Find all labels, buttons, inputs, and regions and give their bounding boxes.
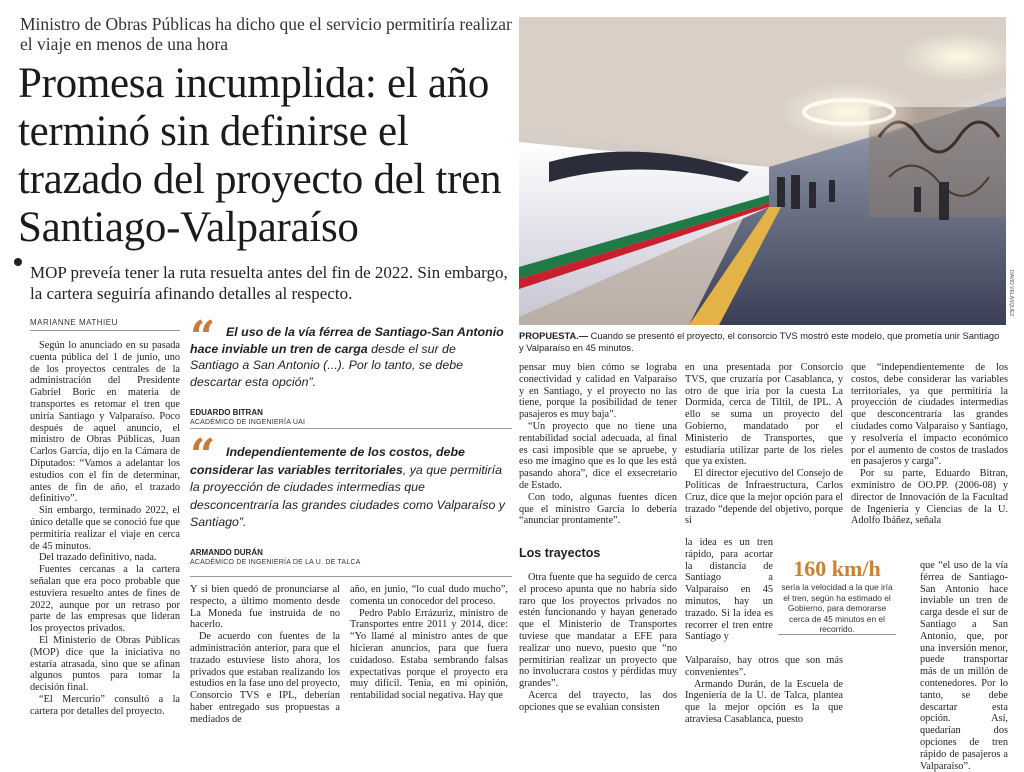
byline: MARIANNE MATHIEU — [30, 318, 118, 327]
quote-author-role: ACADÉMICO DE INGENIERÍA UAI — [190, 419, 306, 426]
paragraph: Armando Durán, de la Escuela de Ingeniería de la U. de Talca, plantea que la mejor opción es la que atraviesa Casablanca, puesto — [685, 678, 843, 725]
paragraph: “El Mercurio” consultó a la cartera por detalles del proyecto. — [30, 693, 180, 717]
paragraph: Y si bien quedó de pronunciarse al respecto, a último momento desde La Moneda fue instruida de no hacerlo. — [190, 584, 340, 631]
paragraph: “Un proyecto que no tiene una rentabilidad social adecuada, al final es casi imposible que se apruebe, y eso me imagino que es lo que les está pasando ahora”, dice el exsecretario de Estado. — [519, 420, 677, 491]
section-subhead: Los trayectos — [519, 546, 601, 560]
lead: MOP preveía tener la ruta resuelta antes del fin de 2022. Sin embargo, la cartera seguiría afinando detalles al respecto. — [30, 263, 508, 303]
speed-value: 160 km/h — [793, 556, 881, 581]
pull-quote-1 — [190, 312, 512, 430]
paragraph: Fuentes cercanas a la cartera señalan que era poco probable que estuviera resuelto antes de fines de 2022, aunque por un retraso por parte de las empresas que lideran los proyectos privados. — [30, 564, 180, 635]
body-column-5 — [685, 362, 843, 527]
paragraph: la idea es un tren rápido, para acortar la distancia de Santiago a Valparaíso en 45 minutos, hay un trazado. Si la idea es recorrer el tren entre Santiago y — [685, 537, 773, 643]
quote-mark-icon: “ — [190, 312, 216, 363]
paragraph: Valparaíso, hay otros que son más convenientes”. — [685, 655, 843, 678]
paragraph: que “independientemente de los costos, debe considerar las variables territoriales, ya que permitiría la proyección de ciudades intermedias que desconcentraría las grandes ciudades como Valparaíso y Santiago, y resolvería el impacto económico por el aumento de costos de traslados en pasajeros y carga”. — [851, 362, 1008, 468]
quote-bold: El uso de la vía férrea de Santiago-San Antonio hace inviable un tren de carga — [190, 325, 504, 356]
quote-rest: , ya que permitiría la proyección de ciudades intermedias que desconcentraría las grandes ciudades como Valparaíso y Santiago”. — [190, 462, 505, 529]
paragraph: El director ejecutivo del Consejo de Políticas de Infraestructura, Carlos Cruz, dice que la mejor opción para el trazado “depende del objetivo, porque si — [685, 468, 843, 527]
byline-rule — [30, 330, 180, 331]
quote-mark-icon: “ — [190, 430, 216, 481]
quote-bold: Independientemente de los costos, debe considerar las variables territoriales — [190, 445, 465, 477]
body-column-5-wrap — [685, 537, 773, 643]
paragraph: Del trazado definitivo, nada. — [39, 552, 157, 564]
quote-rest: desde el sur de Santiago a San Antonio (...). Por lo tanto, se debe descartar esta opción”. — [190, 341, 463, 389]
quote-author: ARMANDO DURÁN — [190, 548, 263, 557]
body-column-5-lower — [685, 655, 843, 726]
train-station-photo — [519, 17, 1006, 325]
paragraph: en una presentada por Consorcio TVS, que cruzaría por Casablanca, y otro de que iría por la cuesta La Dormida, cerca de Tiltil, de IPL. A ello se suma un proyecto del Gobierno, mandatado por el Ministerio de Transportes, que estudiaría utilizar parte de los rieles que ya existen. — [685, 362, 843, 468]
divider — [190, 428, 512, 429]
body-column-4 — [519, 572, 677, 714]
kicker: Ministro de Obras Públicas ha dicho que el servicio permitiría realizar el viaje en menos de una hora — [20, 14, 512, 54]
quote-author: EDUARDO BITRAN — [190, 408, 263, 417]
body-column-6-wrap — [920, 560, 1008, 772]
speed-description: sería la velocidad a la que iría el tren, según ha estimado el Gobierno, para demorarse cerca de 45 minutos en el recorrido. — [781, 582, 893, 634]
headline: Promesa incumplida: el año terminó sin definirse el trazado del proyecto del tren Santiago-Valparaíso — [18, 60, 502, 251]
paragraph: Acerca del trayecto, las dos opciones que se evalúan consisten — [519, 689, 677, 713]
body-column-6 — [851, 362, 1008, 527]
photo-caption — [519, 330, 1006, 354]
quote-text — [190, 444, 508, 532]
pull-quote-2 — [190, 430, 512, 576]
speed-factbox — [778, 556, 896, 635]
train-illustration — [519, 17, 1006, 325]
paragraph: Otra fuente que ha seguido de cerca el proceso apunta que no habría sido raro que los proyectos privados no estén funcionando y hayan generado que el Ministerio de Transportes tuviese que mandatar a EFE para realizar uno nuevo, puesto que “no permitirían realizar un proyecto que no involucrara costos y pérdidas muy grandes”. — [519, 572, 677, 690]
paragraph: que “el uso de la vía férrea de Santiago-San Antonio hace inviable un tren de carga desde el sur de Santiago a San Antonio, que, por una inversión menor, puede transportar más de un millón de contenedores. Por lo tanto, se debe descartar esta opción. Así, quedarían dos opciones de tren rápido de pasajeros a Valparaíso”. — [920, 560, 1008, 772]
quote-text — [190, 324, 508, 390]
photo-credit: DAVID VELÁSQUEZ — [1008, 270, 1014, 317]
paragraph: año, en junio, “lo cual dudo mucho”, comenta un conocedor del proceso. — [350, 584, 508, 607]
caption-text: Cuando se presentó el proyecto, el consorcio TVS mostró este modelo, que prometía unir Santiago y Valparaíso en 45 minutos. — [519, 331, 1000, 353]
body-column-3-lower — [350, 584, 508, 702]
quote-author-role: ACADÉMICO DE INGENIERÍA DE LA U. DE TALCA — [190, 559, 361, 566]
body-column-1 — [30, 340, 180, 718]
paragraph: pensar muy bien cómo se lograba conectividad y calidad en Valparaíso y en Santiago, y el proyecto no las tiene, porque la posibilidad de tener pasajeros es muy baja”. — [519, 362, 677, 421]
divider — [190, 576, 512, 577]
caption-label: PROPUESTA.— — [519, 331, 589, 341]
paragraph: Sin embargo, terminado 2022, el único detalle que se conoció fue que permitiría realizar el viaje en cerca de 45 minutos. — [30, 505, 180, 552]
paragraph: Por su parte, Eduardo Bitran, exministro de OO.PP. (2006-08) y director de Innovación de la Facultad de Ingeniería y Ciencias de la U. Adolfo Ibáñez, señala — [851, 468, 1008, 527]
divider — [778, 634, 896, 635]
paragraph: Según lo anunciado en su pasada cuenta pública del 1 de junio, uno de los proyectos centrales de la administración del Presidente Gabriel Boric en materia de transportes es retomar el tren que uniría Santiago y Valparaíso. Poco después de aquel anuncio, el ministro de Obras Públicas, Juan Carlos García, dijo en la Cámara de Diputados: “Vamos a adelantar los estudios con el fin de determinar, antes de fin de año, el trazado definitivo”. — [30, 340, 180, 505]
paragraph: Pedro Pablo Errázuriz, ministro de Transportes entre 2011 y 2014, dice: “Yo llamé al ministro antes de que hicieran anuncios, para que fuera cuidadoso. Estaba sembrando falsas expectativas porque el proyecto era muy difícil. Tenía, en mi opinión, rentabilidad social negativa. Hay que — [350, 607, 508, 702]
body-column-3-upper — [519, 362, 677, 527]
lead-bullet — [14, 258, 22, 266]
paragraph: El Ministerio de Obras Públicas (MOP) dice que la iniciativa no estaría atrasada, sino que se afinan algunos puntos para tomar la decisión final. — [30, 634, 180, 694]
body-column-2 — [190, 584, 340, 726]
paragraph: Con todo, algunas fuentes dicen que el ministro García lo debería “anunciar prontamente”. — [519, 491, 677, 527]
paragraph: De acuerdo con fuentes de la administración anterior, para que el trazado estuviese listo ahora, los privados que estaban realizando los estudios en la fase uno del proyecto, Consorcio TVS e IPL, deberían haber entregado sus propuestas a mediados de — [190, 631, 340, 725]
